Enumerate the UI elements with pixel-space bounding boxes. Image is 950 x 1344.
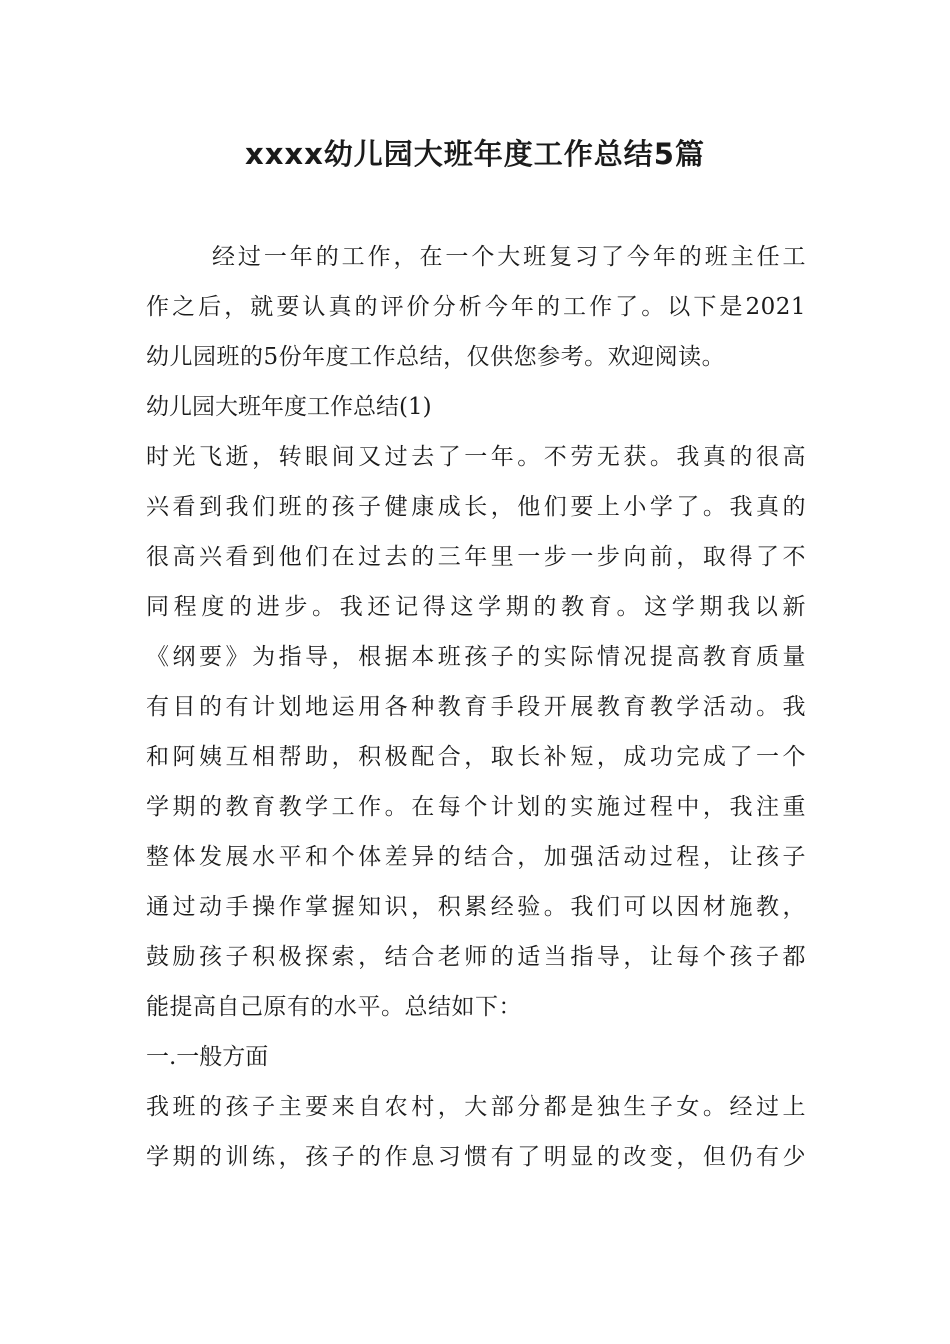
paragraph-line: 鼓励孩子积极探索，结合老师的适当指导，让每个孩子都	[146, 944, 806, 970]
paragraph-line: 整体发展水平和个体差异的结合，加强活动过程，让孩子	[146, 844, 806, 870]
paragraph-line: 学期的教育教学工作。在每个计划的实施过程中，我注重	[146, 794, 806, 820]
paragraph-line: 通过动手操作掌握知识，积累经验。我们可以因材施教，	[146, 894, 806, 920]
paragraph-line: 时光飞逝，转眼间又过去了一年。不劳无获。我真的很高	[146, 444, 806, 470]
paragraph-line: 兴看到我们班的孩子健康成长，他们要上小学了。我真的	[146, 494, 806, 520]
paragraph-line: 很高兴看到他们在过去的三年里一步一步向前，取得了不	[146, 544, 806, 570]
paragraph-line: 经过一年的工作，在一个大班复习了今年的班主任工	[212, 244, 806, 270]
paragraph-line: 幼儿园班的5份年度工作总结，仅供您参考。欢迎阅读。	[146, 344, 726, 370]
document-title: xxxx幼儿园大班年度工作总结5篇	[244, 137, 705, 171]
paragraph-line: 和阿姨互相帮助，积极配合，取长补短，成功完成了一个	[146, 744, 806, 770]
paragraph-line: 有目的有计划地运用各种教育手段开展教育教学活动。我	[146, 694, 806, 720]
paragraph-line: 《纲要》为指导，根据本班孩子的实际情况提高教育质量	[146, 644, 806, 670]
paragraph-line: 同程度的进步。我还记得这学期的教育。这学期我以新	[146, 594, 806, 620]
paragraph-line: 学期的训练，孩子的作息习惯有了明显的改变，但仍有少	[146, 1144, 806, 1170]
paragraph-line: 我班的孩子主要来自农村，大部分都是独生子女。经过上	[146, 1094, 806, 1120]
paragraph-line: 能提高自己原有的水平。总结如下：	[146, 994, 522, 1020]
paragraph-line: 作之后，就要认真的评价分析今年的工作了。以下是2021	[146, 294, 806, 320]
document-body	[146, 232, 806, 1182]
section-heading: 幼儿园大班年度工作总结(1)	[146, 394, 432, 420]
section-heading: 一.一般方面	[146, 1044, 269, 1070]
